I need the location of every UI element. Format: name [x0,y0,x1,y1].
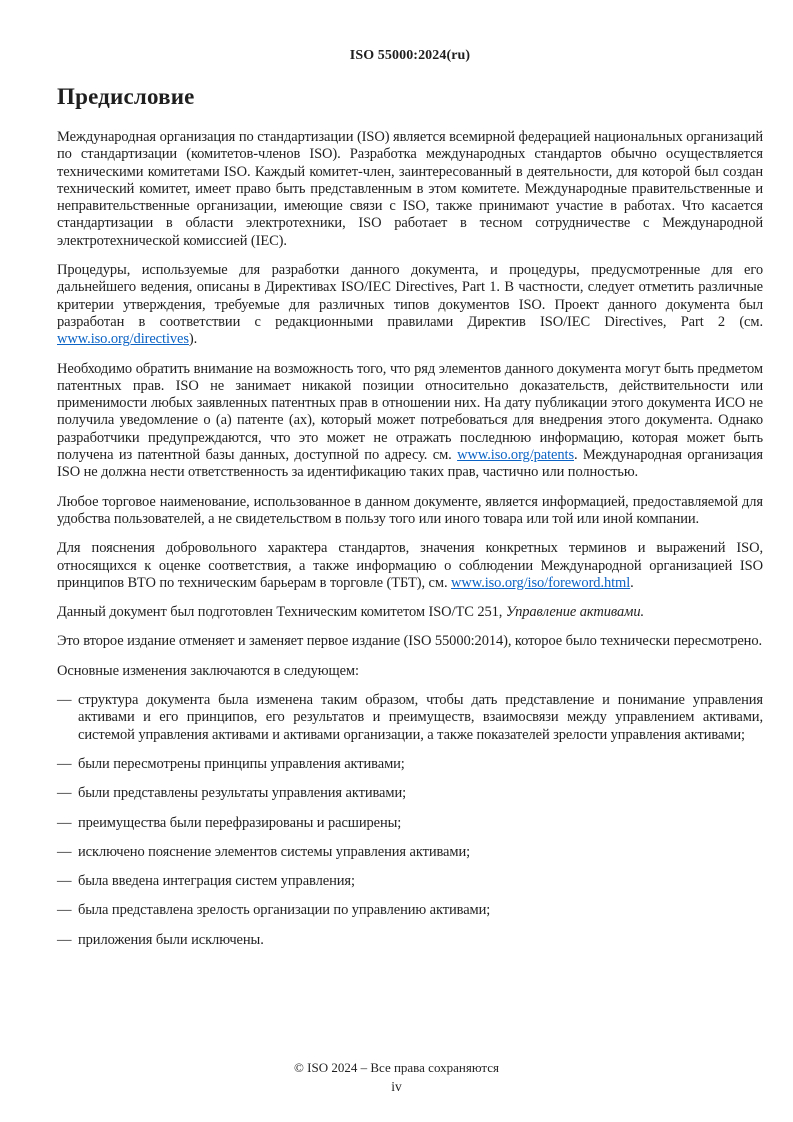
paragraph-text: Необходимо обратить внимание на возможность того, что ряд элементов данного документа могут быть предметом патентных прав. ISO не занимает никакой позиции относительно доказательств, действительности или применимости любых заявленных патентных прав в отношении них. На дату публикации этого документа ИСО не получила уведомление о (а) патенте (ах), который может потребоваться для внедрения этого документа. Однако разработчики предупреждаются, что это может не отражать последнюю информацию, которая может быть получена из патентной базы данных, доступной по адресу. см. [57,360,763,464]
list-item-text: была представлена зрелость организации по управлению активами; [78,902,491,919]
dash-bullet-marker: — [57,902,72,919]
link-iso-foreword[interactable]: www.iso.org/iso/foreword.html [451,574,631,591]
copyright-notice: © ISO 2024 – Все права сохраняются [294,1060,499,1075]
list-item-text: исключено пояснение элементов системы управления активами; [78,843,471,860]
paragraph-procedures [57,262,763,348]
paragraph-text: . Международная организация ISO не должна нести ответственность за идентификацию таких прав, частично или полностью. [57,447,763,481]
dash-bullet-marker: — [57,785,72,802]
dash-bullet-marker: — [57,814,72,831]
paragraph-list-intro: Основные изменения заключаются в следующем: [57,662,359,679]
paragraph-text: . [630,574,634,591]
paragraph-committee [57,604,763,621]
list-item [57,815,763,832]
paragraph-text: Процедуры, используемые для разработки данного документа, и процедуры, предусмотренные для его дальнейшего ведения, описаны в Директивах ISO/IEC Directives, Part 1. В частности, следует отметить различные критерии утверждения, требуемые для различных типов документов ISO. Проект данного документа был разработан в соответствии с редакционными правилами Директив ISO/IEC Directives, Part 2 (см. [57,262,763,330]
paragraph-text: Данный документ был подготовлен Техническим комитетом ISO/TC 251, [57,604,506,621]
page-number: iv [391,1079,402,1094]
dash-bullet-marker: — [57,873,72,890]
paragraph-text: Для пояснения добровольного характера стандартов, значения конкретных терминов и выражений ISO, относящихся к оценке соответствия, а также информацию о соблюдении Международной организацией ISO принципов ВТО по техническим барьерам в торговле (ТБТ), см. [57,540,763,591]
document-content [57,0,763,949]
dash-bullet-marker: — [57,931,72,948]
dash-bullet-marker: — [57,692,72,709]
paragraph-trade-names: Любое торговое наименование, использованное в данном документе, является информацией, предоставляемой для удобства пользователей, а не свидетельством в пользу того или иного товара или той или иной компании. [57,493,763,527]
list-item [57,844,763,861]
list-item-text: была введена интеграция систем управления; [78,873,355,890]
list-item-text: структура документа была изменена таким образом, чтобы дать представление и понимание управления активами и его принципов, его результатов и преимуществ, взаимосвязи между управлением активами, системой управления активами и активами организации, а также показателей зрелости управления активами; [78,692,763,743]
page-footer [0,1060,793,1095]
list-item-text: были пересмотрены принципы управления активами; [78,755,405,772]
list-item [57,692,763,744]
paragraph-text: ). [188,331,198,348]
dash-bullet-marker: — [57,843,72,860]
list-item-text: преимущества были перефразированы и расширены; [78,814,402,831]
list-item [57,932,763,949]
list-item [57,756,763,773]
paragraph-iso-federation: Международная организация по стандартизации (ISO) является всемирной федерацией национальных организаций по стандартизации (комитетов-членов ISO). Разработка международных стандартов обычно осуществляется техническими комитетами ISO. Каждый комитет-член, заинтересованный в деятельности, для которой был создан технический комитет, имеет право быть представленным в этом комитете. Международные правительственные и неправительственные организации, имеющие связи с ISO, также принимают участие в работах. Что касается стандартизации в области электротехники, ISO работает в тесном сотрудничестве с Международной электротехнической комиссией (IEC). [57,129,763,249]
list-item [57,785,763,802]
dash-bullet-marker: — [57,755,72,772]
document-header [57,48,763,64]
document-id: ISO 55000:2024(ru) [349,48,471,63]
link-iso-directives[interactable]: www.iso.org/directives [57,331,189,348]
list-item-text: приложения были исключены. [78,931,264,948]
link-iso-patents[interactable]: www.iso.org/patents [457,447,574,464]
page-title: Предисловие [57,84,195,109]
list-item-text: были представлены результаты управления активами; [78,785,407,802]
paragraph-second-edition: Это второе издание отменяет и заменяет первое издание (ISO 55000:2014), которое было технически пересмотрено. [57,633,763,650]
list-item [57,902,763,919]
committee-title-italic: Управление активами. [505,604,645,621]
paragraph-patents [57,361,763,482]
paragraph-wto-tbt [57,540,763,592]
changes-list [57,692,763,949]
list-item [57,873,763,890]
